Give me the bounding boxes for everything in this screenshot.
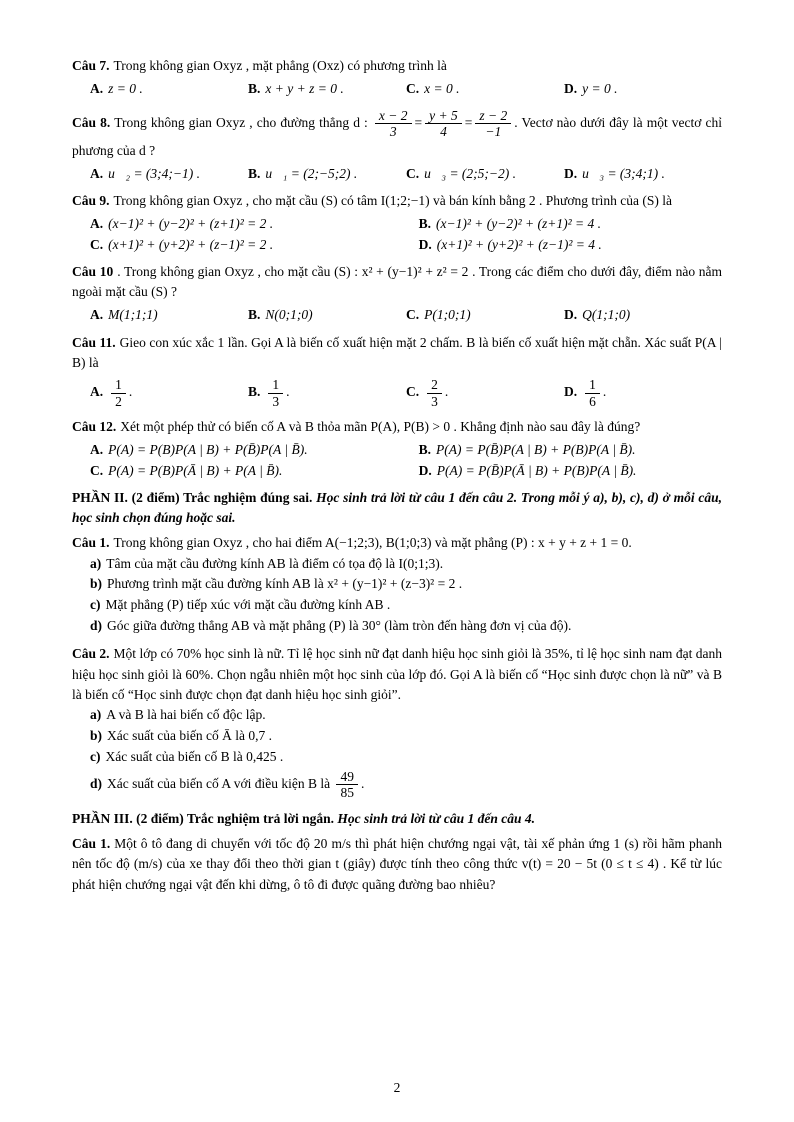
question-10	[72, 262, 722, 326]
option-q7-C	[406, 79, 564, 99]
option-label: B.	[418, 216, 432, 232]
option-label: B.	[248, 81, 261, 97]
option-text: u⃗₂ = (3;4;−1) .	[108, 165, 201, 181]
item-text: Phương trình mặt cầu đường kính AB là x² + (y−1)² + (z−3)² = 2 .	[107, 576, 463, 592]
question-8-stem	[72, 107, 722, 161]
part2-heading	[72, 488, 722, 529]
option-q7-D	[564, 79, 722, 99]
option-text: P(A) = P(B)P(A | B) + P(B̄)P(A | B̄).	[108, 442, 308, 458]
fraction-numerator: 1	[268, 377, 283, 394]
option-label: A.	[90, 165, 104, 181]
question-10-stem	[72, 262, 722, 303]
item-text: Góc giữa đường thẳng AB và mặt phẳng (P) là 30° (làm tròn đến hàng đơn vị của độ).	[107, 618, 572, 634]
question-label: Câu 1.	[72, 836, 111, 852]
option-label: C.	[406, 81, 420, 97]
stem-text: . Trong không gian Oxyz , cho mặt cầu (S) : x² + (y−1)² + z² = 2 . Trong các điểm cho dưới đây, điểm nào nằm ngoài mặt cầu (S) ?	[72, 263, 723, 300]
question-label: Câu 9.	[72, 193, 110, 209]
option-text: (x+1)² + (y+2)² + (z−1)² = 4 .	[436, 236, 602, 252]
fraction-numerator: 49	[336, 769, 358, 786]
option-label: C.	[90, 462, 104, 478]
option-label: D.	[418, 236, 432, 252]
question-label: Câu 2.	[72, 646, 110, 662]
fraction-numerator: 1	[585, 377, 600, 394]
item-a	[90, 705, 722, 726]
option-q8-D	[564, 164, 722, 184]
question-7-options	[90, 79, 722, 99]
question-11-stem	[72, 333, 722, 374]
option-label: C.	[406, 307, 420, 323]
stem-text: Xét một phép thử có biến cố A và B thỏa mãn P(A), P(B) > 0 . Khẳng định nào sau đây là đúng?	[120, 419, 641, 435]
option-q9-B	[419, 214, 722, 234]
option-suffix: .	[286, 384, 290, 400]
option-text: x + y + z = 0 .	[265, 81, 344, 97]
option-q12-C	[90, 461, 419, 481]
question-label: Câu 12.	[72, 419, 117, 435]
fraction-denominator: 6	[589, 393, 596, 409]
question-9-options	[90, 214, 722, 255]
option-text: u⃗₃ = (3;4;1) .	[582, 165, 665, 181]
part3-heading-italic: Học sinh trả lời từ câu 1 đến câu 4.	[337, 810, 535, 826]
option-q11-B	[248, 376, 406, 410]
question-label: Câu 11.	[72, 334, 116, 350]
question-8	[72, 107, 722, 185]
part3-question-1-stem	[72, 834, 722, 895]
question-label: Câu 1.	[72, 535, 110, 551]
question-12	[72, 417, 722, 481]
fraction-denominator: 3	[272, 393, 280, 409]
option-label: A.	[90, 216, 104, 232]
fraction-denominator: 4	[440, 124, 447, 140]
question-label: Câu 10	[72, 263, 114, 279]
fraction-denominator: 85	[340, 785, 354, 801]
option-text: (x−1)² + (y−2)² + (z+1)² = 2 .	[108, 216, 274, 232]
part2-question-2-stem	[72, 644, 722, 705]
fraction-numerator: 1	[111, 377, 126, 394]
option-q8-A	[90, 164, 248, 184]
item-text: A và B là hai biến cố độc lập.	[106, 707, 266, 722]
fraction-denominator: 2	[115, 393, 122, 409]
option-label: D.	[564, 165, 578, 181]
fraction	[427, 377, 442, 409]
option-label: D.	[564, 81, 578, 97]
stem-text: Trong không gian Oxyz , cho hai điểm A(−1;2;3), B(1;0;3) và mặt phẳng (P) : x + y + z + 1 = 0.	[113, 535, 632, 551]
option-text: P(A) = P(B̄)P(Ā | B) + P(B)P(A | B̄).	[436, 462, 637, 478]
part2-question-2-items	[90, 705, 722, 802]
question-label: Câu 8.	[72, 114, 111, 130]
option-text: P(1;0;1)	[424, 307, 471, 323]
option-suffix: .	[602, 384, 607, 400]
option-text: N(0;1;0)	[265, 307, 313, 323]
option-label: B.	[418, 442, 432, 458]
option-text: (x+1)² + (y+2)² + (z−1)² = 2 .	[108, 236, 274, 252]
fraction-numerator: y + 5	[425, 108, 462, 125]
part3-heading-bold: PHẦN III. (2 điểm) Trắc nghiệm trả lời ngắn.	[72, 810, 338, 826]
option-q8-B	[248, 164, 406, 184]
item-label: a)	[90, 707, 102, 722]
question-7-stem	[72, 56, 722, 76]
item-text: Tâm của mặt cầu đường kính AB là điểm có tọa độ là I(0;1;3).	[106, 555, 444, 571]
option-q9-D	[419, 235, 722, 255]
item-c	[90, 595, 722, 616]
question-label: Câu 7.	[72, 58, 110, 73]
part2-question-1	[72, 533, 722, 637]
page-number: 2	[393, 1080, 401, 1095]
option-q11-A	[90, 376, 248, 410]
option-text: M(1;1;1)	[108, 307, 158, 323]
stem-text: Trong không gian Oxyz , mặt phẳng (Oxz) có phương trình là	[113, 58, 447, 73]
stem-text: . Vectơ nào dưới đây là một vectơ chỉ phương của d ?	[72, 114, 722, 158]
part2-heading-bold: PHẦN II. (2 điểm) Trắc nghiệm đúng sai.	[72, 489, 317, 505]
stem-text: Trong không gian Oxyz , cho đường thẳng d :	[114, 114, 368, 130]
option-label: B.	[248, 165, 261, 181]
fraction-denominator: −1	[485, 124, 502, 140]
item-suffix: .	[360, 775, 365, 791]
option-label: A.	[90, 442, 104, 458]
option-text: u⃗₃ = (2;5;−2) .	[424, 165, 517, 181]
fraction	[111, 377, 126, 409]
fraction-numerator: z − 2	[475, 108, 511, 125]
option-text: y = 0 .	[582, 81, 618, 97]
option-suffix: .	[444, 384, 449, 400]
question-7	[72, 56, 722, 100]
option-label: D.	[418, 462, 432, 478]
option-q10-C	[406, 305, 564, 325]
option-text: x = 0 .	[424, 81, 460, 97]
option-suffix: .	[128, 384, 133, 400]
item-text: Mặt phẳng (P) tiếp xúc với mặt cầu đường kính AB .	[105, 597, 391, 613]
stem-text: Gieo con xúc xắc 1 lần. Gọi A là biến cố xuất hiện mặt 2 chấm. B là biến cố xuất hiện mặt chẵn. Xác suất P(A | B) là	[72, 334, 722, 370]
option-q11-C	[406, 376, 564, 410]
option-text: Q(1;1;0)	[582, 307, 631, 323]
fraction	[375, 108, 412, 140]
option-label: D.	[564, 307, 578, 323]
option-q12-A	[90, 440, 419, 460]
option-q12-B	[419, 440, 722, 460]
part3-question-1	[72, 834, 722, 895]
question-8-options	[90, 164, 722, 184]
option-q10-B	[248, 305, 406, 325]
fraction	[585, 377, 600, 409]
item-text: Xác suất của biến cố A với điều kiện B là	[107, 775, 331, 791]
stem-text: Một lớp có 70% học sinh là nữ. Tỉ lệ học sinh nữ đạt danh hiệu học sinh giỏi là 35%, tỉ lệ học sinh nam đạt danh hiệu học sinh giỏi là 60%. Chọn ngẫu nhiên một học sinh của lớp đó. Gọi A là biến cố “Học sinh được chọn là nữ” và B là biến cố “Học sinh được chọn đạt danh hiệu học sinh giỏi”.	[72, 646, 722, 702]
option-text: u⃗₁ = (2;−5;2) .	[265, 165, 358, 181]
question-11	[72, 333, 722, 411]
option-q10-A	[90, 305, 248, 325]
item-text: Xác suất của biến cố Ā là 0,7 .	[107, 727, 272, 743]
item-b	[90, 574, 722, 595]
item-c	[90, 747, 722, 768]
part2-heading-italic: Học sinh trả lời từ câu 1 đến câu 2. Trong mỗi ý a), b), c), d) ở mỗi câu, học sinh chọn đúng hoặc sai.	[72, 489, 722, 526]
option-q10-D	[564, 305, 722, 325]
equals-sign: =	[414, 114, 423, 130]
fraction	[425, 108, 462, 140]
item-d	[90, 768, 722, 802]
question-10-options	[90, 305, 722, 325]
option-label: A.	[90, 307, 104, 323]
option-q9-A	[90, 214, 419, 234]
fraction-denominator: 3	[431, 393, 438, 409]
fraction	[268, 377, 283, 409]
fraction	[475, 108, 511, 140]
fraction-numerator: x − 2	[375, 108, 412, 125]
stem-text: Trong không gian Oxyz , cho mặt cầu (S) có tâm I(1;2;−1) và bán kính bằng 2 . Phương trình của (S) là	[113, 193, 672, 209]
option-label: C.	[406, 165, 420, 181]
item-label: b)	[90, 576, 103, 592]
item-label: d)	[90, 618, 103, 634]
equals-sign: =	[464, 114, 473, 130]
fraction	[336, 769, 358, 801]
option-label: B.	[248, 307, 261, 323]
item-label: c)	[90, 597, 101, 613]
option-text: P(A) = P(B)P(Ā | B) + P(A | B̄).	[108, 462, 283, 478]
item-text: Xác suất của biến cố B là 0,425 .	[105, 748, 284, 764]
item-b	[90, 726, 722, 747]
question-9	[72, 191, 722, 255]
item-d	[90, 616, 722, 637]
option-q7-A	[90, 79, 248, 99]
fraction-numerator: 2	[427, 377, 442, 394]
option-text: (x−1)² + (y−2)² + (z+1)² = 4 .	[436, 216, 602, 232]
option-q12-D	[419, 461, 722, 481]
item-label: b)	[90, 727, 103, 743]
option-label: A.	[90, 81, 104, 97]
option-label: B.	[248, 384, 261, 400]
item-a	[90, 554, 722, 575]
question-12-options	[90, 440, 722, 481]
part3-heading	[72, 809, 722, 829]
option-label: D.	[564, 384, 578, 400]
stem-text: Một ô tô đang di chuyển với tốc độ 20 m/s thì phát hiện chướng ngại vật, tài xế phản ứng 1 (s) rồi hãm phanh nên tốc độ (m/s) của xe thay đổi theo thời gian t (giây) được tính theo công thức v(t) = 20 − 5t (0 ≤ t ≤ 4) . Kể từ lúc phát hiện chướng ngại vật đến khi dừng, ô tô đi được quãng đường bao nhiêu?	[72, 836, 722, 892]
option-label: C.	[406, 384, 420, 400]
item-label: a)	[90, 555, 102, 571]
item-label: d)	[90, 775, 103, 791]
part2-question-1-items	[90, 554, 722, 638]
part2-question-1-stem	[72, 533, 722, 553]
question-11-options	[90, 376, 722, 410]
part2-question-2	[72, 644, 722, 802]
item-label: c)	[90, 748, 101, 764]
option-text: P(A) = P(B̄)P(A | B) + P(B)P(A | B̄).	[436, 442, 636, 458]
option-text: z = 0 .	[108, 81, 143, 97]
option-label: A.	[90, 384, 104, 400]
question-9-stem	[72, 191, 722, 211]
question-12-stem	[72, 417, 722, 437]
option-label: C.	[90, 236, 104, 252]
option-q11-D	[564, 376, 722, 410]
option-q9-C	[90, 235, 419, 255]
option-q7-B	[248, 79, 406, 99]
fraction-denominator: 3	[389, 124, 397, 140]
option-q8-C	[406, 164, 564, 184]
